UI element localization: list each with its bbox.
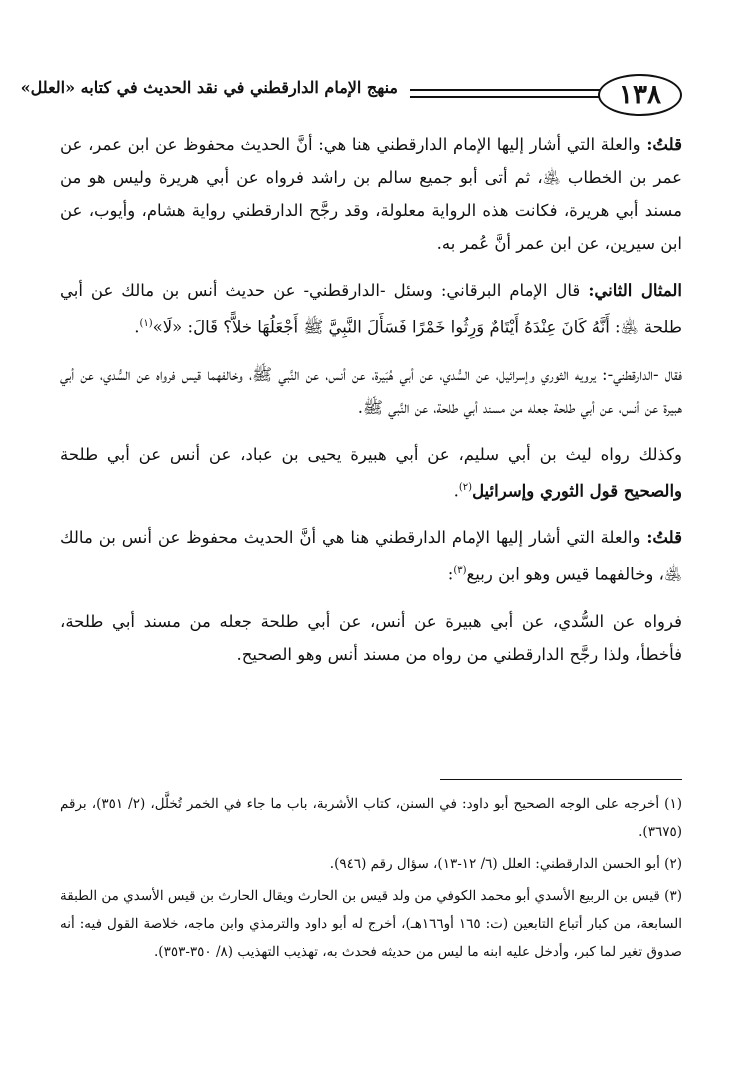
paragraph xyxy=(60,521,682,591)
paragraph-text: فقال -الدارقطني-: يرويه الثوري وإسرائيل، عن السُّدي، عن أبي هُبَيرة، عن أنس، عن النَّبي ﷺ، وخالفهما قيس فرواه عن السُّدي، عن أبي هبيرة عن أنس، عن أبي طلحة جعله من مسند أبي طلحة، عن النَّبي ﷺ. xyxy=(60,364,682,417)
punctuation: . xyxy=(453,481,459,500)
paragraph-lead: قلتُ: xyxy=(646,135,682,154)
paragraph-text: قال الإمام البرقاني: وسئل -الدارقطني- عن حديث أنس بن مالك عن أبي طلحة ﵁: أَنَّهُ كَانَ عِنْدَهُ أَيْتَامٌ وَرِثُوا خَمْرًا فَسَأَلَ النَّبِيَّ ﷺ أَجْعَلُهَا خلاًّ؟ قَالَ: «لَا» xyxy=(60,281,682,337)
paragraph-emphasis: والصحيح قول الثوري وإسرائيل xyxy=(472,481,682,500)
footnote-ref: (١) xyxy=(139,318,153,329)
footnote-ref: (٣) xyxy=(453,565,467,576)
page-header xyxy=(20,70,682,116)
footnote-ref: (٢) xyxy=(458,481,473,493)
paragraph xyxy=(60,605,682,671)
paragraph-text: فرواه عن السُّدي، عن أبي هبيرة عن أنس، عن أبي طلحة جعله من مسند أبي طلحة، فأخطأ، ولذا رجَّح الدارقطني من رواه من مسند أنس وهو الصحيح. xyxy=(60,611,682,664)
punctuation: . xyxy=(134,317,140,337)
header-rule xyxy=(410,96,600,98)
page-number-badge: ١٣٨ xyxy=(598,74,682,116)
paragraph-lead: قلتُ: xyxy=(646,528,682,547)
paragraph-text: والعلة التي أشار إليها الإمام الدارقطني هنا هي: أنَّ الحديث محفوظ عن ابن عمر، عن عمر بن الخطاب ﵁، ثم أتى أبو جميع سالم بن راشد فرواه عن أبي هريرة وليس هو من مسند أبي هريرة، فكانت هذه الرواية معلولة، وقد رجَّح الدارقطني رواية هشام، وأيوب، عن ابن سيرين، عن ابن عمر أنَّ عُمر به. xyxy=(60,135,682,253)
footnote: (٣) قيس بن الربيع الأسدي أبو محمد الكوفي من ولد قيس بن الحارث ويقال الحارث بن قيس الأسدي من الطبقة السابعة، من كبار أتباع التابعين (ت: ١٦٥ أو١٦٦هـ)، أخرج له أبو داود والترمذي وابن ماجه، خلاصة القول فيه: أنه صدوق تغير لما كبر، وأدخل عليه ابنه ما ليس من حديثه فحدث به، تهذيب التهذيب (٨/ ٣٥٠-٣٥٣). xyxy=(60,888,682,960)
footnote: (٢) أبو الحسن الدارقطني: العلل (٦/ ١٢-١٣)، سؤال رقم (٩٤٦). xyxy=(329,856,682,872)
header-rule xyxy=(410,89,600,91)
main-text xyxy=(60,128,682,685)
footnote-separator xyxy=(440,779,682,780)
paragraph xyxy=(60,358,682,424)
footnotes xyxy=(60,790,682,970)
footnote: (١) أخرجه على الوجه الصحيح أبو داود: في السنن، كتاب الأشربة، باب ما جاء في الخمر تُخلَّل، (٢/ ٣٥١)، برقم (٣٦٧٥). xyxy=(60,796,682,840)
paragraph xyxy=(60,274,682,344)
paragraph-lead: المثال الثاني: xyxy=(588,281,682,300)
running-title: منهج الإمام الدارقطني في نقد الحديث في كتابه «العلل» xyxy=(20,78,398,97)
punctuation: : xyxy=(447,564,454,584)
paragraph-text: والعلة التي أشار إليها الإمام الدارقطني هنا هي أنَّ الحديث محفوظ عن أنس بن مالك ﵁، وخالفهما قيس وهو ابن ربيع xyxy=(60,528,682,584)
paragraph-text: وكذلك رواه ليث بن أبي سليم، عن أبي هبيرة يحيى بن عباد، عن أنس عن أبي طلحة xyxy=(60,444,682,464)
paragraph xyxy=(60,438,682,508)
paragraph xyxy=(60,128,682,260)
